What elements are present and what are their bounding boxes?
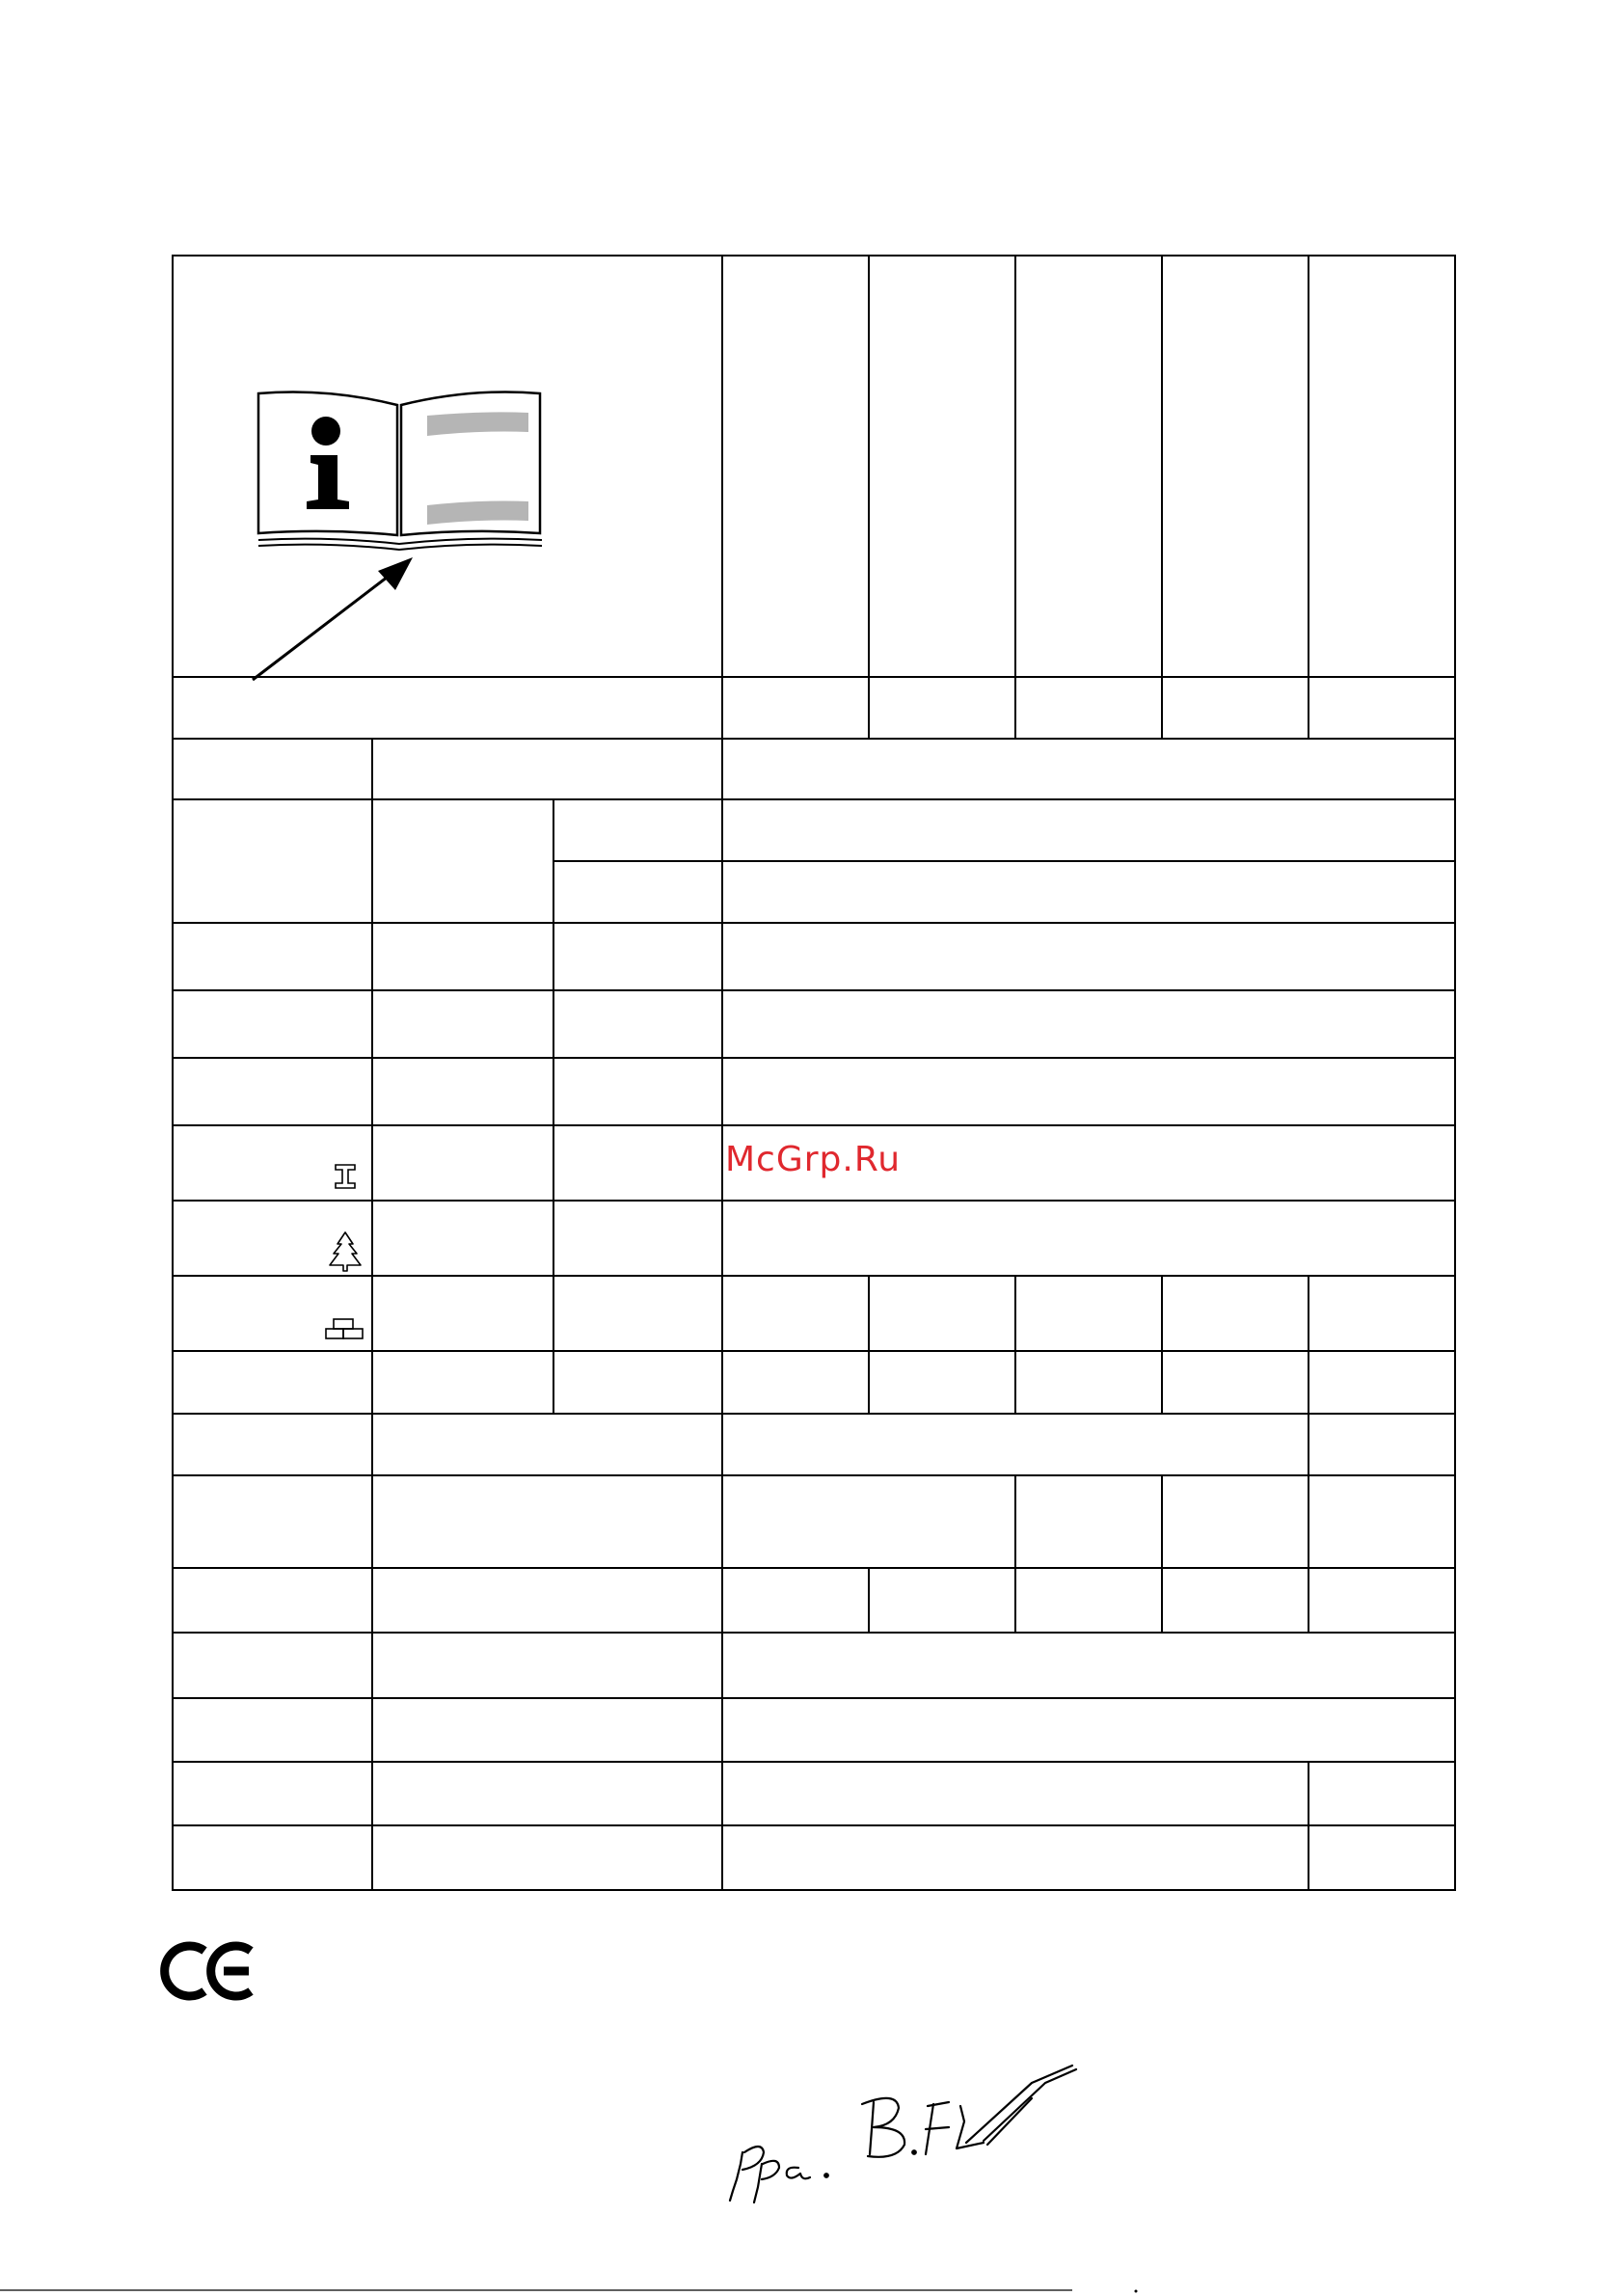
footer-dot [1135,2290,1138,2293]
info-book-icon [253,392,542,681]
brick-wall-icon [326,1319,363,1338]
handwritten-signature-icon [730,2066,1076,2202]
ce-mark-icon [165,1946,251,1996]
steel-i-beam-icon [336,1165,355,1188]
fir-tree-icon [330,1232,361,1271]
watermark-text: McGrp.Ru [725,1140,902,1179]
